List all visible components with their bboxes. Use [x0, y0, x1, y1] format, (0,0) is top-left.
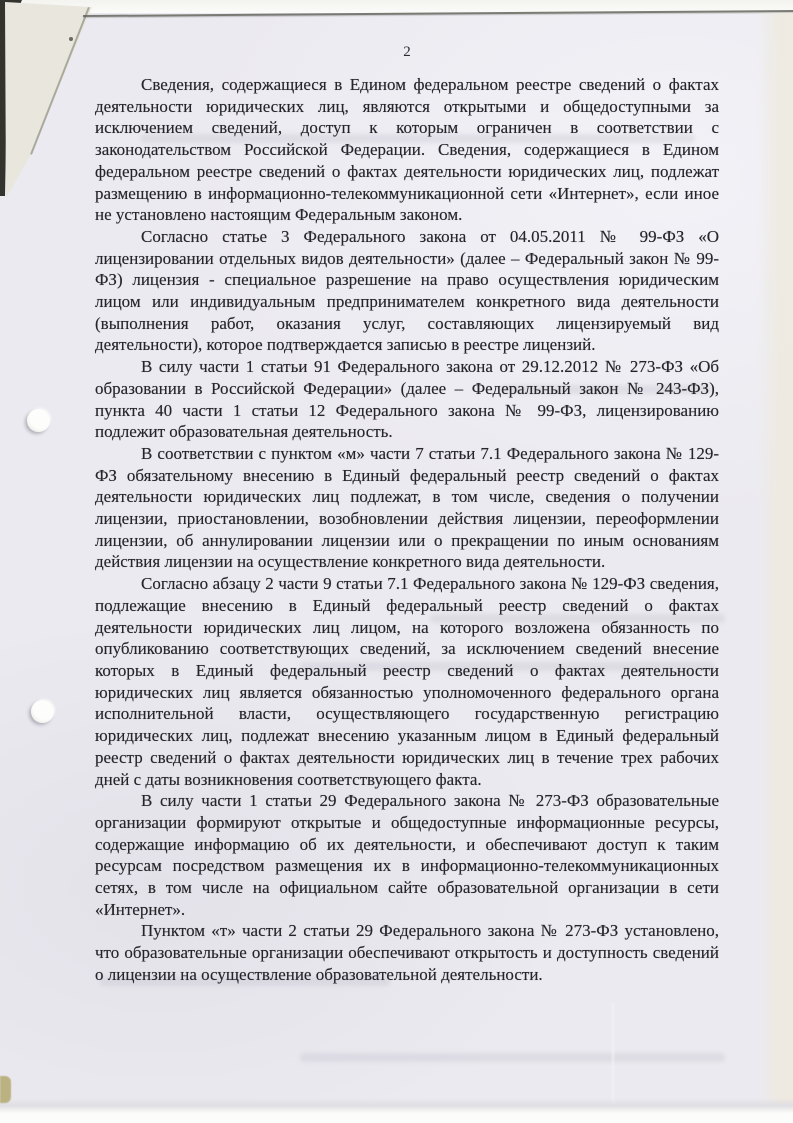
bleedthrough-artifact [300, 1053, 725, 1062]
hole-punch-bottom [31, 700, 54, 723]
paragraph-1: Сведения, содержащиеся в Едином федеральном реестре сведений о фактах деятельности юридических лиц, являются открытыми и общедоступными за исключением сведений, доступ к которым ограничен в соответствии с законодательством Российской Федерации. Сведения, содержащиеся в Едином федеральном реестре сведений о фактах деятельности юридических лиц, подлежат размещению в информационно-телекоммуникационной сети «Интернет», если иное не установлено настоящим Федеральным законом. [95, 75, 719, 225]
hole-punch-top [27, 409, 50, 432]
paragraph-2: Согласно статье 3 Федерального закона от 04.05.2011 № 99-ФЗ «О лицензировании отдельных видов деятельности» (далее – Федеральный закон № 99-ФЗ) лицензия - специальное разрешение на право осуществления юридическим лицом или индивидуальным предпринимателем конкретного вида деятельности (выполнения работ, оказания услуг, составляющих лицензируемый вид деятельности), которое подтверждается записью в реестре лицензий. [95, 226, 719, 355]
paragraph-7: Пунктом «т» части 2 статьи 29 Федерального закона № 273-ФЗ установлено, что образовательные организации обеспечивают открытость и доступность сведений о лицензии на осуществление образовательной деятельности. [95, 921, 719, 984]
paper-stain [0, 1076, 11, 1103]
page-number: 2 [403, 44, 411, 60]
paragraph-4: В соответствии с пунктом «м» части 7 статьи 7.1 Федерального закона № 129-ФЗ обязательному внесению в Единый федеральный реестр сведений о фактах деятельности юридических лиц подлежат, в том числе, сведения о получении лицензии, приостановлении, возобновлении действия лицензии, переоформлении лицензии, об аннулировании лицензии или о прекращении по иным основаниям действия лицензии на осуществление конкретного вида деятельности. [95, 443, 719, 572]
paragraph-5: Согласно абзацу 2 части 9 статьи 7.1 Федерального закона № 129-ФЗ сведения, подлежащие внесению в Единый федеральный реестр сведений о фактах деятельности юридических лиц лицом, на которого возложена обязанность по опубликованию соответствующих сведений, за исключением сведений внесение которых в Единый федеральный реестр сведений о фактах деятельности юридических лиц является обязанностью уполномоченного федерального органа исполнительной власти, осуществляющего государственную регистрацию юридических лиц, подлежат внесению указанным лицом в Единый федеральный реестр сведений о фактах деятельности юридических лиц в течение трех рабочих дней с даты возникновения соответствующего факта. [95, 574, 719, 789]
page-bottom-edge [0, 1098, 793, 1123]
paragraph-3: В силу части 1 статьи 91 Федерального закона от 29.12.2012 № 273-ФЗ «Об образовании в Российской Федерации» (далее – Федеральный закон № 243-ФЗ), пункта 40 части 1 статьи 12 Федерального закона № 99-ФЗ, лицензированию подлежит образовательная деятельность. [95, 357, 719, 442]
paragraph-6: В силу части 1 статьи 29 Федерального закона № 273-ФЗ образовательные организации формируют открытые и общедоступные информационные ресурсы, содержащие информацию об их деятельности, и обеспечивают доступ к таким ресурсам посредством размещения их в информационно-телекоммуникационных сетях, в том числе на официальном сайте образовательной организации в сети «Интернет». [95, 791, 719, 919]
page-right-edge [757, 13, 793, 1105]
scan-speck [69, 37, 73, 41]
document-body [95, 74, 719, 986]
